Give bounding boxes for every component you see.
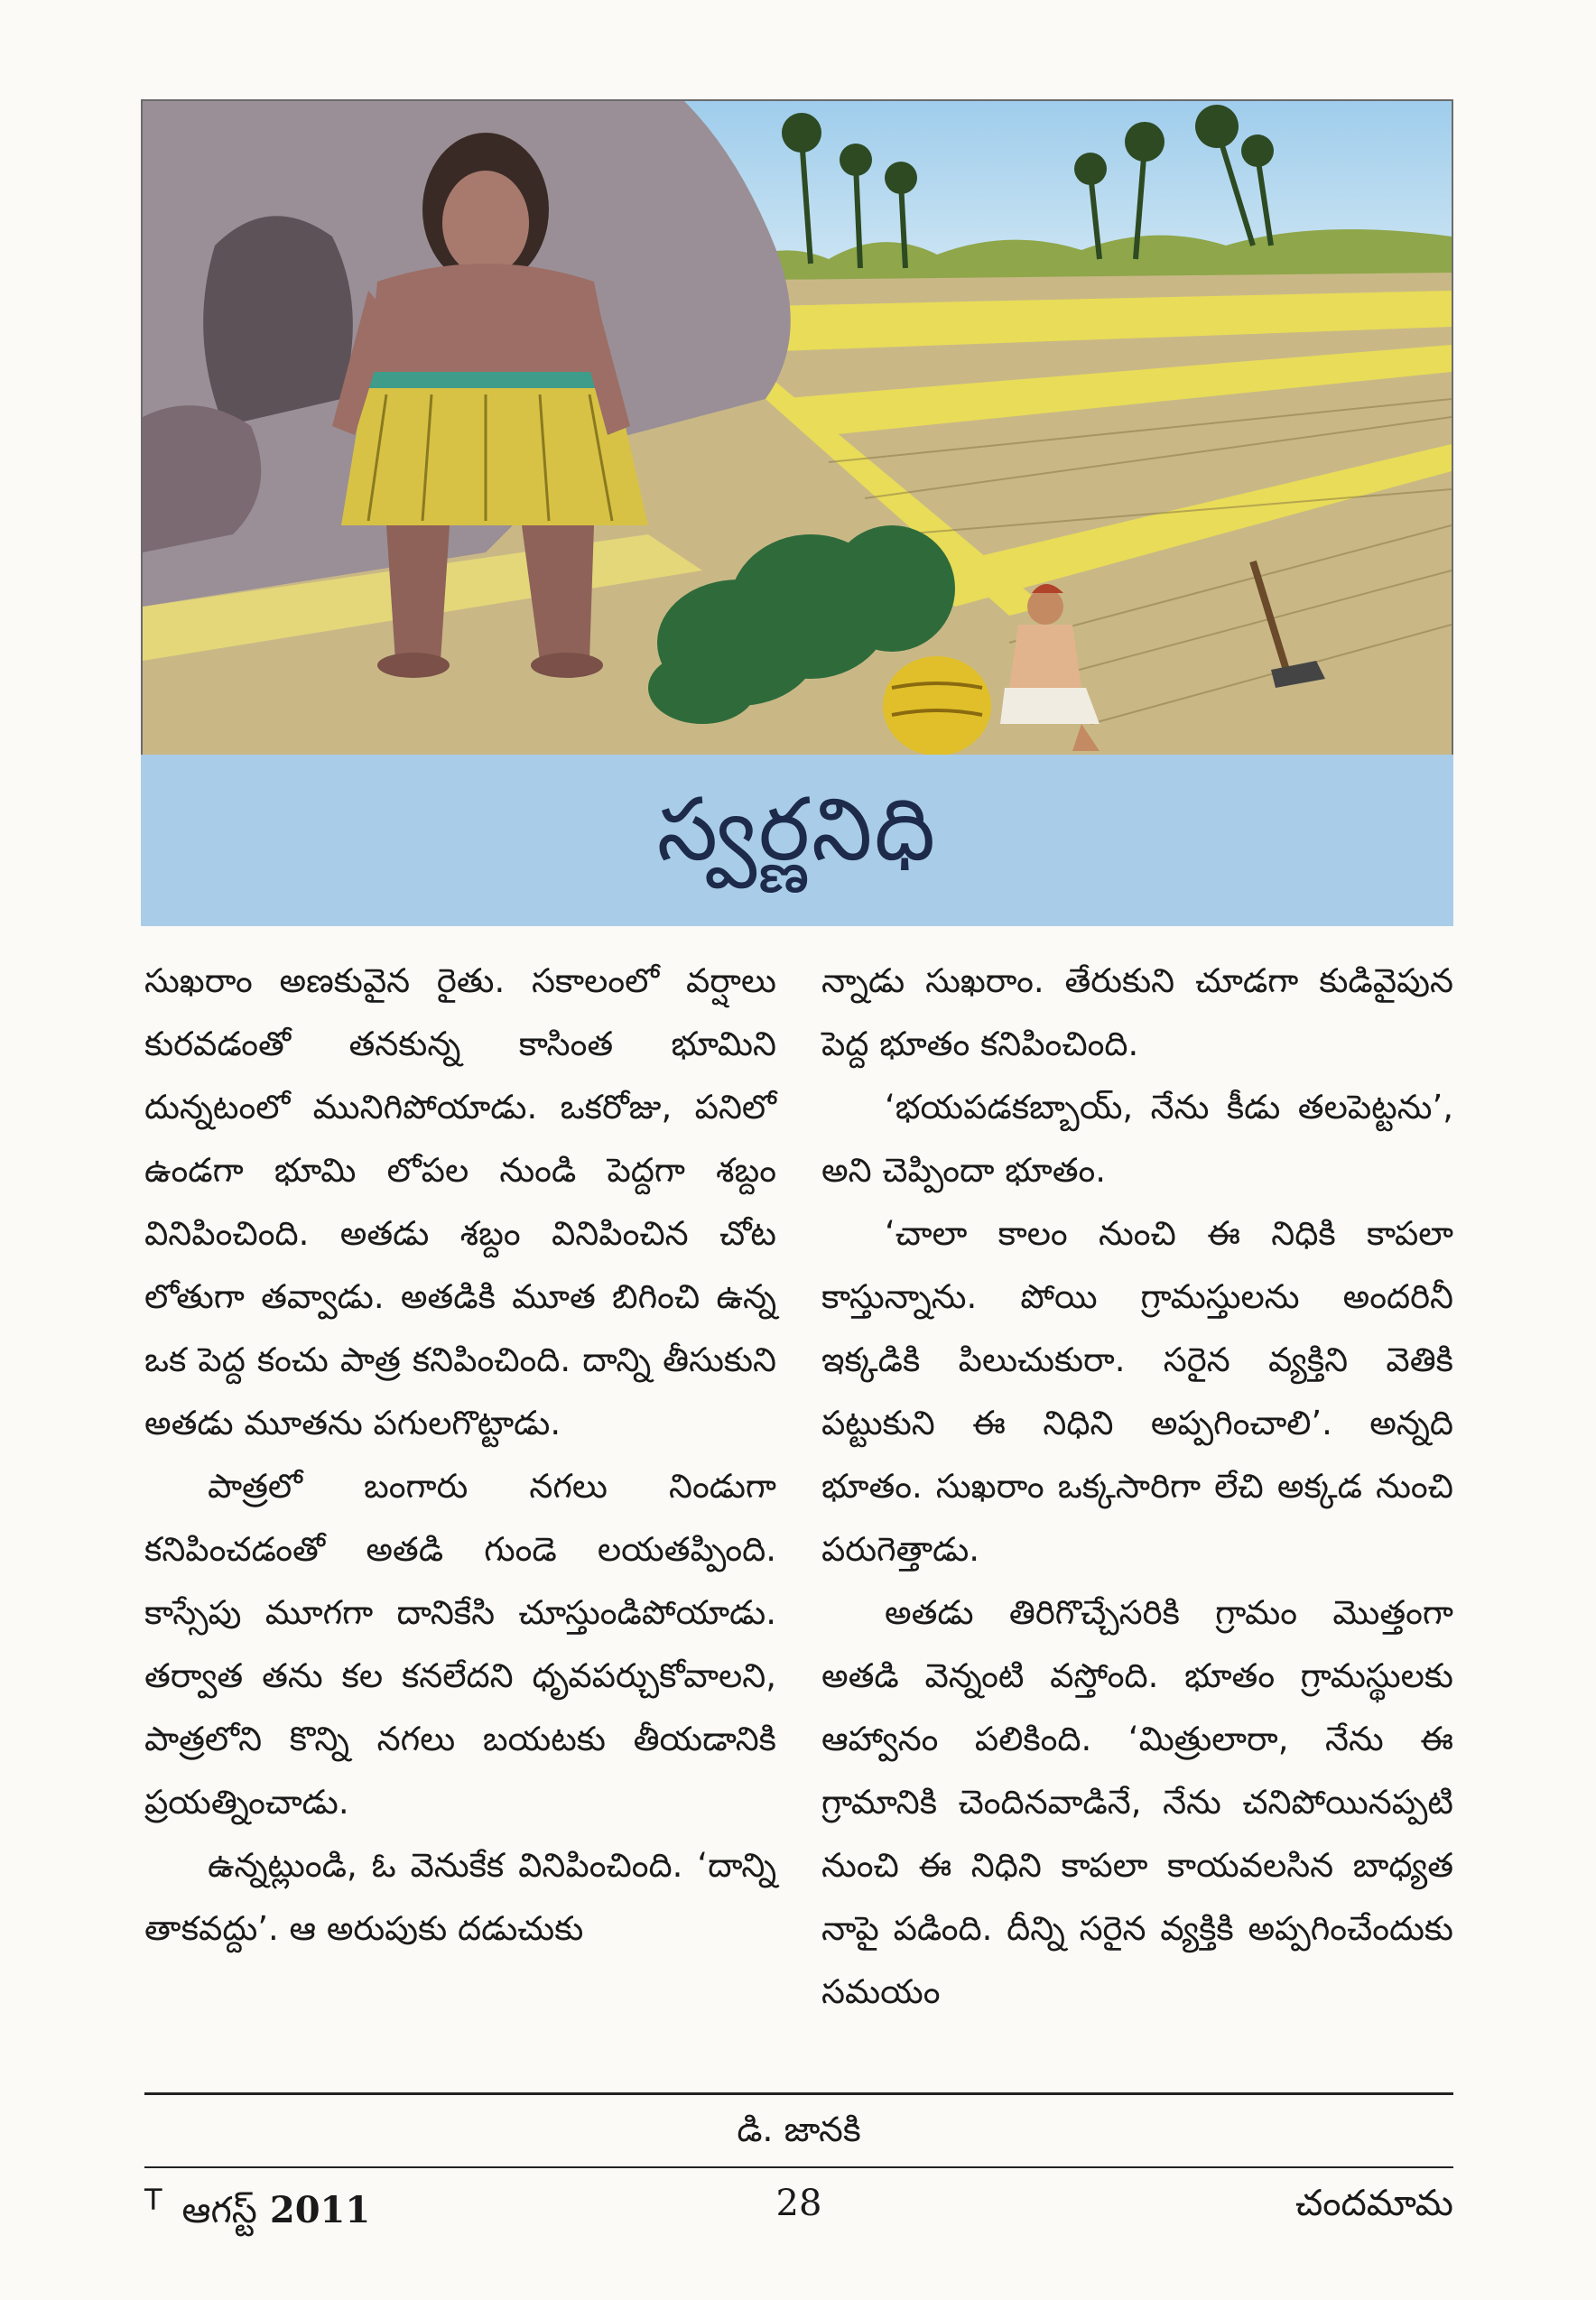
cave-mouth	[203, 216, 353, 426]
issue-month: ఆగస్ట్	[181, 2190, 257, 2231]
story-column-left	[144, 950, 776, 1961]
page-number: 28	[775, 2183, 822, 2224]
magazine-name: చందమామ	[1294, 2183, 1453, 2224]
page-footer	[144, 2183, 1453, 2237]
paragraph: అతడు తిరిగొచ్చేసరికి గ్రామం మొత్తంగా అతడి వెన్నంటి వస్తోంది. భూతం గ్రామస్థులకు ఆహ్వానం పలికింది. ‘మిత్రులారా, నేను ఈ గ్రామానికి చెందినవాడినే, నేను చనిపోయినప్పటి నుంచి ఈ నిధిని కాపలా కాయవలసిన బాధ్యత నాపై పడింది. దీన్ని సరైన వ్యక్తికి అప్పగించేందుకు సమయం	[821, 1593, 1453, 2011]
paragraph: న్నాడు సుఖరాం. తేరుకుని చూడగా కుడివైపున పెద్ద భూతం కనిపించింది.	[821, 961, 1453, 1063]
paragraph: ‘భయపడకబ్బాయ్, నేను కీడు తలపెట్టను’, అని చెప్పిందా భూతం.	[821, 1088, 1453, 1190]
paragraph: పాత్రలో బంగారు నగలు నిండుగా కనిపించడంతో అతడి గుండె లయతప్పింది. కాస్సేపు మూగగా దానికేసి చూస్తుండిపోయాడు. తర్వాత తను కల కనలేదని ధృవపర్చుకోవాలని, పాత్రలోని కొన్ని నగలు బయటకు తీయడానికి ప్రయత్నించాడు.	[144, 1467, 776, 1822]
story-title: స్వర్ణనిధి	[656, 779, 938, 880]
divider-bottom	[144, 2166, 1453, 2168]
issue-mark: T	[144, 2183, 162, 2217]
gold-pot	[883, 656, 991, 756]
paragraph: ‘చాలా కాలం నుంచి ఈ నిధికి కాపలా కాస్తున్నాను. పోయి గ్రామస్తులను అందరినీ ఇక్కడికి పిలుచుకురా. సరైన వ్యక్తిని వెతికి పట్టుకుని ఈ నిధిని అప్పగించాలి’. అన్నది భూతం. సుఖరాం ఒక్కసారిగా లేచి అక్కడ నుంచి పరుగెత్తాడు.	[821, 1214, 1453, 1569]
story-column-right	[821, 950, 1453, 2024]
author-byline: డి. జానకి	[737, 2110, 861, 2149]
title-band	[141, 755, 1453, 926]
issue-year: 2011	[269, 2189, 371, 2231]
divider-top	[144, 2092, 1453, 2095]
story-illustration	[141, 99, 1453, 758]
paragraph: ఉన్నట్లుండి, ఓ వెనుకేక వినిపించింది. ‘దాన్ని తాకవద్దు’. ఆ అరుపుకు దడుచుకు	[144, 1846, 776, 1948]
paragraph: సుఖరాం అణకువైన రైతు. సకాలంలో వర్షాలు కురవడంతో తనకున్న కాసింత భూమిని దున్నటంలో మునిగిపోయాడు. ఒకరోజు, పనిలో ఉండగా భూమి లోపల నుండి పెద్దగా శబ్దం వినిపించింది. అతడు శబ్దం వినిపించిన చోట లోతుగా తవ్వాడు. అతడికి మూత బిగించి ఉన్న ఒక పెద్ద కంచు పాత్ర కనిపించింది. దాన్ని తీసుకుని అతడు మూతను పగులగొట్టాడు.	[144, 961, 776, 1442]
illustration-art	[143, 101, 1452, 756]
